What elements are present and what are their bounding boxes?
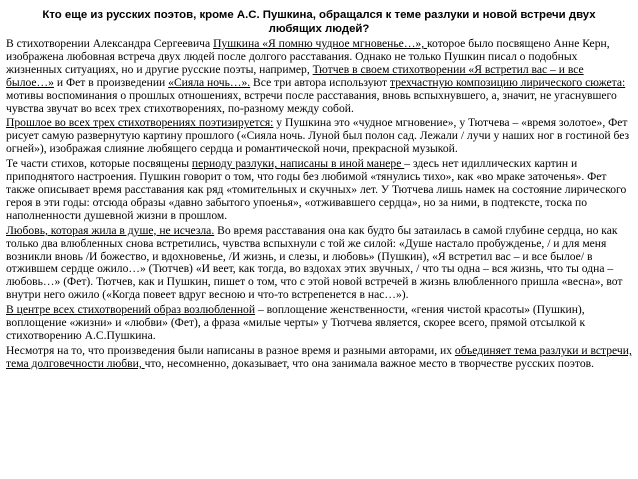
slide-title: Кто еще из русских поэтов, кроме А.С. Пушкина, обращался к теме разлуки и новой встречи двух любящих людей? xyxy=(42,9,596,35)
text-segment: мотивы воспоминания о прошлых отношениях, встречи после расставания, вновь вспыхнувшего, а, значит, не угаснувшего чувства звучат во всех трех стихотворениях, по-разному между собой. xyxy=(6,88,617,115)
underlined-text: Прошлое во всех трех стихотворениях поэтизируется: xyxy=(6,116,274,130)
text-segment: у Пушкина это «чудное мгновение», у Тютчева – «время золотое», Фет рисует самую развернутую картину прошлого («Сияла ночь. Луной был полон сад. Лежали / лучи у наших ног в гостиной без огней»), изображая слияние любящего сердца и романтической ночи, прекрасной музыкой. xyxy=(6,116,630,156)
text-segment: Несмотря на то, что произведения были написаны в разное время и разными авторами, их xyxy=(6,343,455,357)
underlined-text: Пушкина «Я помню чудное мгновенье…», xyxy=(213,37,428,50)
text-segment: которое было посвящено Анне Керн, изображена любовная встреча двух людей после долгого расставания. Однако не только Пушкин писал о подобных жизненных ситуациях, но и другие русские поэты, например, xyxy=(6,37,610,76)
underlined-text: периоду разлуки, написаны в иной манере xyxy=(191,157,405,171)
paragraph-love xyxy=(6,225,632,302)
paragraph-beloved xyxy=(6,304,632,343)
paragraph-conclusion xyxy=(6,345,632,371)
underlined-text: «Сияла ночь…». xyxy=(168,75,251,89)
text-segment: Во время расставания она как будто бы затаилась в самой глубине сердца, но как только два влюбленных снова встретились, чувства вспыхнули с той же силой: «Душе настало пробужденье, / и для меня возникли вновь /И божество, и вдохновенье, /И жизнь, и слезы, и любовь» (Пушкин), «Я встретил вас – и все былое/ в отжившем сердце ожило…» (Тютчев) «И веет, как тогда, во вздохах этих звучных, / что ты одна – вся жизнь, что ты одна – любовь…» (Фет). Тютчев, как и Пушкин, пишет о том, что с этой новой встречей в жизнь влюбленного пришла «весна», вот внутри него ожило («Когда повеет вдруг весною и что-то встрепенется в нас…»). xyxy=(6,223,623,302)
text-segment: В стихотворении Александра Сергеевича xyxy=(6,37,214,50)
text-segment: Все три автора используют xyxy=(250,75,390,89)
underlined-text: Любовь, которая жила в душе, не исчезла. xyxy=(6,223,215,237)
underlined-text: Тютчев в своем стихотворении «Я встретил вас – и все былое…» xyxy=(6,62,584,89)
text-segment: – здесь нет идиллических картин и приподнятого настроения. Пушкин говорит о том, что годы без любимой «тянулись тихо», как «во мраке заточенья». Фет также описывает время расставания как ряд «томительных и скучных» лет. У Тютчева лишь намек на состояние лирического героя в эти годы: отсюда образы «давно забытого упоенья», «отживавшего сердца», но за ними, в подтексте, тоска по наполненности душевной жизни в прошлом. xyxy=(6,157,627,222)
paragraph-past xyxy=(6,117,632,156)
text-segment: и Фет в произведении xyxy=(53,75,169,89)
underlined-text: В центре всех стихотворений образ возлюбленной xyxy=(6,303,256,317)
text-segment: Те части стихов, которые посвящены xyxy=(6,157,192,171)
paragraph-intro xyxy=(6,38,632,115)
paragraph-separation xyxy=(6,158,632,223)
underlined-text: объединяет тема разлуки и встречи, тема долговечности любви, xyxy=(6,343,632,370)
text-segment: что, несомненно, доказывает, что она занимала важное место в творчестве русских поэтов. xyxy=(144,356,594,370)
text-segment: – воплощение женственности, «гения чистой красоты» (Пушкин), воплощение «жизни» и «любви» (Фет), а фраза «милые черты» у Тютчева является, скорее всего, прямой отсылкой к стихотворению А.С.Пушкина. xyxy=(6,303,586,342)
underlined-text: трехчастную композицию лирического сюжета: xyxy=(390,75,626,89)
